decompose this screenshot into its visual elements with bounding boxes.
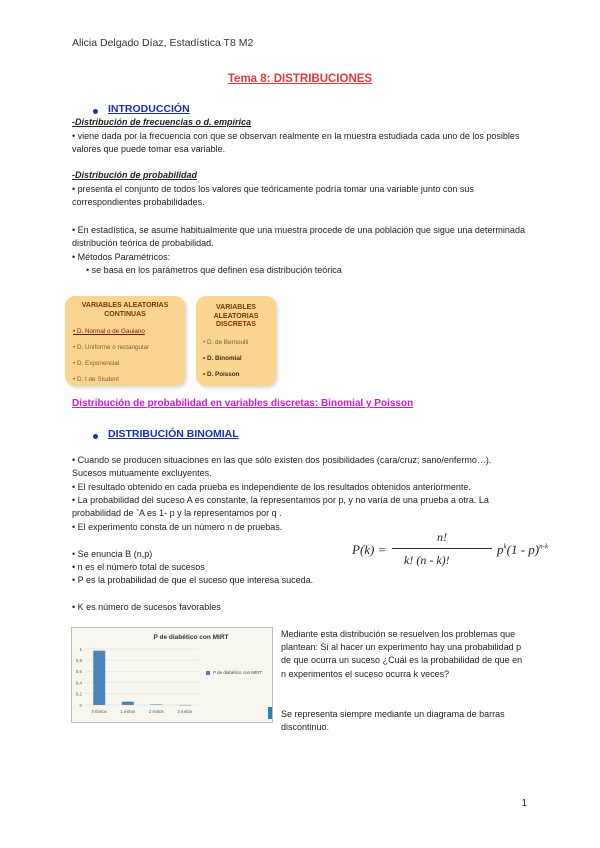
page-number: 1 [521,798,527,809]
continuous-box-title: VARIABLES ALEATORIAS CONTINUAS [81,302,169,318]
page-title: Tema 8: DISTRIBUCIONES [227,73,373,85]
formula-rhs-exp: n-k [539,542,549,551]
y-tick-label: 0,4 [75,680,82,686]
binomial-right-text-1: Mediante esta distribución se resuelven los problemas que plantean: Si al hacer un experimento hay una probabilidad p de que ocurra un suceso ¿Cuál es la probabilidad de que en n experimentos el suceso ocurra k veces? [281,629,523,679]
formula-rhs [497,542,548,558]
page-header: Alicia Delgado Díaz, Estadística T8 M2 [72,37,254,49]
chart-title: P de diabético con MIRT [153,634,229,641]
discrete-item: • D. de Bernoulli [203,338,249,346]
discrete-item: • D. Poisson [203,370,240,378]
section-heading-discrete: Distribución de probabilidad en variables discretas: Binomial y Poisson [72,398,414,409]
binomial-text-8: • K es número de sucesos favorables [72,602,221,612]
binomial-text-2: • El resultado obtenido en cada prueba es independiente de los resultados obtenidos anteriormente. [72,482,471,492]
y-tick-label: 0,8 [75,658,82,663]
binomial-text-7: • P es la probabilidad de que el suceso que interesa suceda. [72,575,314,585]
binomial-text-4: • El experimento consta de un número n de pruebas. [72,522,283,532]
continuous-variables-box [65,296,185,386]
binomial-bar-chart [71,627,271,721]
binomial-right-text-2: Se representa siempre mediante un diagrama de barras discontinuo. [281,709,505,733]
prob-text: • presenta el conjunto de todos los valores que teóricamente podría tomar una variable junto con sus correspondientes probabilidades. [72,184,474,208]
binomial-text-1: • Cuando se producen situaciones en las que sólo existen dos posibilidades (cara/cruz; sano/enfermo…). Sucesos mutuamente excluyentes. [72,455,492,479]
legend-label: P de diabético con MIRT [213,670,263,675]
chart-bar [150,704,162,705]
y-tick-label: 0,2 [75,691,82,697]
binomial-text-6: • n es el número total de sucesos [72,562,205,572]
y-tick-label: 0,6 [75,669,82,675]
metodos-sub-text: • se basa en los parámetros que definen esa distribución teórica [86,265,342,275]
continuous-item: • D. Uniforme o rectangular [73,344,150,351]
continuous-item: • D. Exponencial [73,360,120,367]
formula-rhs-k: k [503,542,507,551]
binomial-text-3: • La probabilidad del suceso A es constante, la representamos por p, y no varía de una prueba a otra. La probabilidad de `A es 1- p y la representamos por q . [72,495,489,519]
chart-bar [122,702,134,705]
formula-lhs: P(k) = [352,542,387,557]
continuous-item: • D. t de Student [73,376,119,383]
fraction-bar [392,548,492,549]
formula-rhs-mid: (1 - p) [506,542,540,557]
binomial-heading: DISTRIBUCIÓN BINOMIAL [108,428,239,440]
chart-bar [93,651,105,705]
y-tick-label: 1 [79,646,82,652]
stat-text: • En estadística, se asume habitualmente que una muestra procede de una población que sigue una determinada distribución teórica de probabilidad. [72,225,525,249]
freq-subheading: -Distribución de frecuencias o d. empírica [72,117,252,127]
binomial-text-5: • Se enuncia B (n,p) [72,549,153,559]
x-tick-label: 1 éxitos [120,709,136,714]
bullet-dot [93,434,98,439]
formula-numerator: n! [437,530,447,544]
prob-subheading: -Distribución de probabilidad [72,170,198,180]
bullet-dot [93,109,98,114]
freq-text: • viene dada por la frecuencia con que se observan realmente en la muestra estudiada cada uno de los posibles valores que puede tomar esa variable. [72,131,520,155]
discrete-item: • D. Binomial [203,354,242,362]
x-tick-label: 0 Éxitos [91,709,107,714]
intro-heading: INTRODUCCIÓN [108,103,190,115]
y-tick-label: 0 [79,702,82,708]
chart-accent-marker [268,707,272,719]
discrete-variables-box [196,296,276,386]
x-tick-label: 3 éxitos [177,709,193,714]
metodos-text: • Métodos Paramétricos: [72,252,171,262]
discrete-box-title: VARIABLES ALEATORIAS DISCRETAS [213,304,259,328]
formula-denominator: k! (n - k)! [404,553,450,567]
legend-swatch [206,671,210,675]
x-tick-label: 2 éxitos [148,709,164,714]
continuous-item: • D. Normal o de Gauiano [73,328,145,335]
formula-rhs-p: p [497,542,504,557]
